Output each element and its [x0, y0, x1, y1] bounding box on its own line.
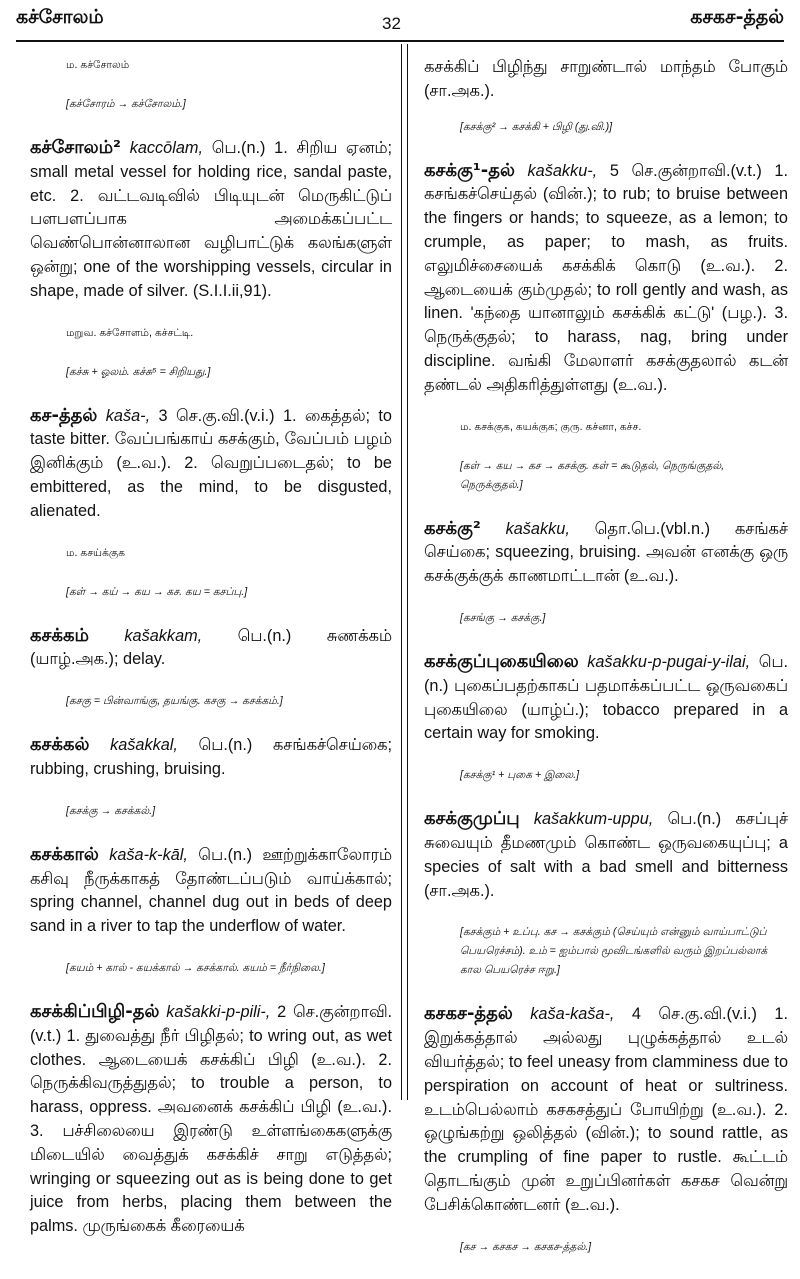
entry-transliteration: kašakkum-uppu, [533, 810, 654, 829]
entry-headword: கசக்கல் [30, 734, 90, 756]
entry-definition: தொ.பெ.(vbl.n.) கசங்கச் செய்கை; squeezing, bruising. அவன் எனக்கு ஒரு கசக்குக்குக் காணமாட்டான் (உ.வ.). [424, 519, 788, 586]
dictionary-entry [424, 159, 788, 398]
etymology-note: [கசக்கு² → கசக்கி + பிழி (து.வி.)] [460, 120, 613, 133]
entry-definition: பெ.(n.) ஊற்றுக்காலோரம் கசிவு நீருக்காகத் தோண்டப்படும் வாய்க்கால்; spring channel, channel dug out in beds of deep sand in a river to tap the underflow of water. [30, 845, 392, 936]
entry-headword: கசகச-த்தல் [424, 1003, 513, 1025]
dictionary-entry [424, 1002, 788, 1217]
entry-headword: கசக்கு¹-தல் [424, 159, 515, 181]
entry-definition: 3 செ.கு.வி.(v.i.) 1. கைத்தல்; to taste bitter. வேப்பங்காய் கசக்கும், வேப்பம் பழம் இனிக்கும் (உ.வ.). 2. வெறுப்படைதல்; to be embittered, as the mind, to be disgusted, alienated. [30, 406, 392, 520]
etymology-note: [கச்சோரம் → கச்சோலம்.] [66, 98, 186, 110]
entry-definition: பெ.(n.) 1. சிறிய ஏனம்; small metal vessel for holding rice, sandal paste, etc. 2. வட்டவடிவில் பிடியுடன் மெருகிட்டுப் பளபளப்பாக அமைக்கப்பட்ட வெண்பொன்னாலான வழிபாட்டுக் கலங்களுள் ஒன்று; one of the worshipping vessels, circular in shape, made of silver. (S.I.I.ii,91). [30, 139, 393, 300]
etymology-note: [கசகு = பின்வாங்கு, தயங்கு. கசகு → கசக்கம்.] [66, 695, 283, 708]
running-head-right: கசகச-த்தல் [690, 6, 784, 28]
entry-transliteration: kašakkam, [124, 626, 203, 645]
entry-transliteration: kaša-k-kāl, [109, 845, 188, 864]
page-header [0, 0, 800, 44]
entry-transliteration: kašakku, [505, 519, 570, 538]
dictionary-entry [30, 624, 392, 673]
etymology-note: [கசக்கு¹ + புகை + இலை.] [460, 769, 580, 782]
entry-definition: பெ.(n.) கசங்கச்செய்கை; rubbing, crushing, bruising. [30, 736, 392, 778]
entry-headword: கசக்கிப்பிழி-தல் [30, 1000, 160, 1022]
dictionary-entry [30, 404, 392, 524]
entry-headword: கசக்கு² [424, 517, 481, 539]
entry-transliteration: kašakku-, [527, 161, 598, 180]
page-number: 32 [382, 14, 401, 33]
etymology-note: [கள் → கய → கச → கசக்கு. கள் = கூடுதல், நெருங்குதல், நெருக்குதல்.] [460, 459, 725, 491]
dictionary-entry [30, 136, 392, 304]
dictionary-entry [30, 843, 392, 939]
entry-transliteration: kašakki-p-pili-, [166, 1002, 271, 1021]
etymology-note: [கயம் + கால் - கயக்கால் → கசக்கால். கயம் = நீர்நிலை.] [66, 961, 325, 974]
right-column [424, 56, 788, 1279]
entry-transliteration: kašakkal, [110, 736, 178, 755]
entry-transliteration: kaccōlam, [129, 139, 203, 157]
entry-headword: கசக்கால் [30, 843, 99, 865]
cognate-note: ம. கசக்குக, கயக்குக; குரு. கச்னா, கச்ச. [460, 420, 642, 433]
entry-continuation: கசக்கிப் பிழிந்து சாறுண்டால் மாந்தம் போகும் (சா.அக.). [424, 58, 788, 100]
entry-transliteration: kaša-kaša-, [530, 1005, 615, 1024]
variant-note: மறுவ. கச்சோளம், கச்சட்டி. [66, 326, 194, 339]
dictionary-entry [424, 650, 788, 746]
column-divider [401, 44, 408, 1100]
entry-definition: 5 செ.குன்றாவி.(v.t.) 1. கசங்கச்செய்தல் (வின்.); to rub; to bruise between the fingers or hands; to squeeze, as a lemon; to crumple, as paper; to mash, as fruits. எலுமிச்சையைக் கசக்கிக் கொடு (உ.வ.). 2. ஆடையைக் கும்முதல்; to roll gently and wash, as linen. 'கந்தை யானாலும் கசக்கிக் கட்டு' (பழ.). 3. நெருக்குதல்; to harass, nag, bring under discipline. வங்கி மேலாளர் கசக்குதலால் கடன் தண்டல் அதிகரித்துள்ளது (உ.வ.). [424, 161, 788, 394]
entry-definition: 4 செ.கு.வி.(v.i.) 1. இறுக்கத்தால் அல்லது புழுக்கத்தால் உடல் வியர்த்தல்; to feel uneasy from clamminess due to perspiration on account of heat or sultriness. உடம்பெல்லாம் கசகசத்துப் போயிற்று (உ.வ.). 2. ஒழுங்கற்று ஒலித்தல் (வின்.); to sound rattle, as the crumpling of fine paper to rustle. கூட்டம் தொடங்கும் முன் உறுப்பினர்கள் கசகச வென்று பேசிக்கொண்டனர் (உ.வ.). [424, 1005, 788, 1214]
left-column [30, 56, 392, 1259]
header-rule [16, 40, 784, 42]
entry-definition: பெ.(n.) புகைப்பதற்காகப் பதமாக்கப்பட்ட ஒருவகைப் புகையிலை (யாழ்ப்.); tobacco prepared in a certain way for smoking. [424, 652, 788, 743]
etymology-note: [கள் → கய் → கய → கச. கய = கசப்பு.] [66, 585, 248, 598]
entry-headword: கச-த்தல் [30, 404, 98, 426]
entry-definition: பெ.(n.) கசப்புச் சுவையும் தீமணமும் கொண்ட ஒருவகையுப்பு; a species of salt with a bad smell and bitterness (சா.அக.). [424, 810, 789, 900]
dictionary-entry [424, 517, 788, 589]
dictionary-entry [30, 733, 392, 782]
etymology-note: [கச → கசகச → கசகச-த்தல்.] [460, 1240, 592, 1253]
etymology-note: [கச்சு + ஓலம். கச்சு⁵ = சிறியது.] [66, 365, 211, 378]
entry-headword: கச்சோலம்² [30, 137, 121, 158]
entry-headword: கசக்கம் [30, 624, 89, 646]
entry-transliteration: kašakku-p-pugai-y-ilai, [587, 652, 751, 671]
entry-transliteration: kaša-, [105, 406, 151, 425]
cognate-note: ம. கசய்க்குக [66, 546, 126, 559]
entry-headword: கசக்குமுப்பு [424, 808, 520, 830]
entry-headword: கசக்குப்புகையிலை [424, 650, 579, 672]
etymology-note: [கசங்கு → கசக்கு.] [460, 611, 546, 624]
entry-definition: 2 செ.குன்றாவி. (v.t.) 1. துவைத்து நீர் பிழிதல்; to wring out, as wet clothes. ஆடையைக் கசக்கிப் பிழி (உ.வ.). 2. நெருக்கிவருத்துதல்; to trouble a person, to harass, oppress. அவனைக் கசக்கிப் பிழி (உ.வ.). 3. பச்சிலையை இரண்டு உள்ளங்கைகளுக்கு மிடையில் வைத்துக் கசக்கிச் சாறு எடுத்தல்; wringing or squeezing out as is being done to get juice from herbs, placing them between the palms. முருங்கைக் கீரையைக் [30, 1002, 393, 1236]
entry-definition: பெ.(n.) சுணக்கம் (யாழ்.அக.); delay. [30, 626, 392, 669]
dictionary-entry [424, 807, 788, 903]
etymology-note: [கசக்கும் + உப்பு. கச → கசக்கும் (செய்யும் என்னும் வாய்பாட்டுப் பெயரெச்சம்). உம் = ஐம்பால் மூவிடங்களில் வரும் இறப்பல்லாக் கால பெயரெச்ச ஈறு.] [460, 926, 768, 977]
cognate-note: ம. கச்சோலம் [66, 59, 130, 71]
running-head-left: கச்சோலம் [16, 6, 104, 28]
dictionary-entry [30, 1000, 392, 1239]
etymology-note: [கசக்கு → கசக்கல்.] [66, 804, 156, 817]
